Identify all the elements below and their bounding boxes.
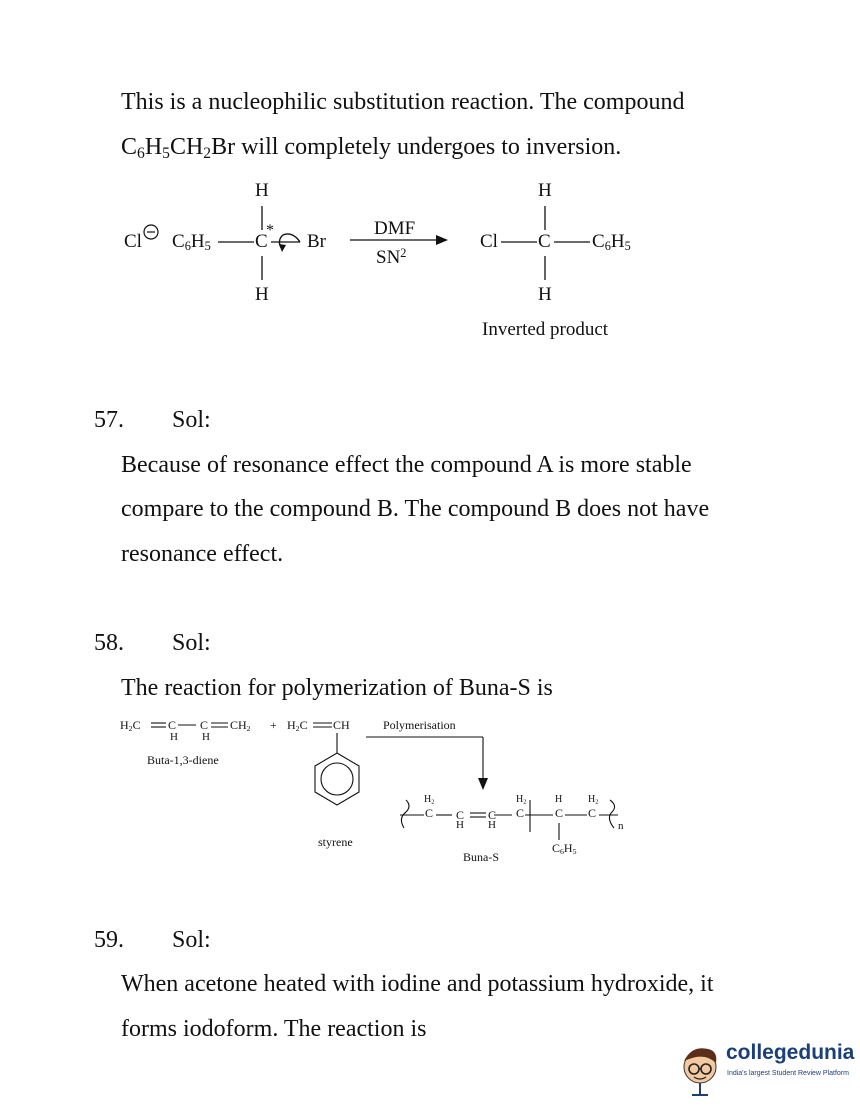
mascot-icon <box>678 1037 726 1097</box>
q57-line-3: resonance effect. <box>121 541 284 567</box>
butadiene-c2: C <box>200 718 209 732</box>
chiral-star: * <box>266 222 274 239</box>
polymer-h-c: H <box>555 794 563 805</box>
buna-s-label: Buna-S <box>463 850 499 864</box>
reactant-phenyl-group: $C_6H_5$ <box>172 231 211 254</box>
reactant-center-carbon: C <box>255 231 268 252</box>
logo-wordmark: collegedunia <box>726 1041 855 1064</box>
product-caption: Inverted product <box>482 319 609 340</box>
polymer-c-e: C <box>555 806 564 820</box>
product-h-bottom: H <box>538 284 552 305</box>
product-cl: Cl <box>480 231 498 252</box>
styrene-label: styrene <box>318 835 353 849</box>
q59-number: 59. <box>94 927 124 953</box>
butadiene-h-right: H <box>202 731 210 743</box>
polymer-h-a: H <box>456 819 464 831</box>
polymer-phenyl: $C_6H_5$ <box>552 841 577 856</box>
q58-sol-label: Sol: <box>172 630 211 656</box>
reactant-h-bottom: H <box>255 284 269 305</box>
butadiene-h2c: $H_2C$ <box>120 718 141 733</box>
intro-line-1: This is a nucleophilic substitution reaction. The compound <box>121 89 685 115</box>
collegedunia-logo <box>678 1033 854 1103</box>
styrene-h2c: $H_2C$ <box>287 718 308 733</box>
product-center-carbon: C <box>538 231 551 252</box>
plus-sign: + <box>270 718 277 732</box>
polymerisation-label: Polymerisation <box>383 718 456 732</box>
polymer-c-a: C <box>425 806 434 820</box>
q59-line-1: When acetone heated with iodine and potassium hydroxide, it <box>121 971 714 997</box>
reactant-h-top: H <box>255 180 269 201</box>
butadiene-c1: C <box>168 718 177 732</box>
q59-line-2: forms iodoform. The reaction is <box>121 1016 427 1042</box>
polymer-c-f: C <box>588 806 597 820</box>
product-h-top: H <box>538 180 552 201</box>
q57-line-2: compare to the compound B. The compound B does not have <box>121 496 710 522</box>
nucleophile-cl: Cl <box>124 231 142 252</box>
polymer-c-d: C <box>516 806 525 820</box>
polymer-n: n <box>618 820 624 832</box>
q57-number: 57. <box>94 407 124 433</box>
polymer-h2-a: $H_2$ <box>424 794 435 806</box>
formula-benzyl-bromide: $C_6H_5CH_2Br$ <box>121 134 236 162</box>
polymer-h2-b: $H_2$ <box>516 794 527 806</box>
polymer-c-b: C <box>456 808 465 822</box>
q57-line-1: Because of resonance effect the compound A is more stable <box>121 452 692 478</box>
intro-line-2-text: will completely undergoes to inversion. <box>235 134 622 160</box>
logo-tagline: India's largest Student Review Platform <box>727 1070 849 1077</box>
butadiene-ch2: $CH_2$ <box>230 718 251 733</box>
q59-sol-label: Sol: <box>172 927 211 953</box>
arrow-label-dmf: DMF <box>374 218 416 239</box>
q57-sol-label: Sol: <box>172 407 211 433</box>
polymer-h2-c: $H_2$ <box>588 794 599 806</box>
arrow-label-sn2: $SN^2$ <box>376 246 407 269</box>
butadiene-label: Buta-1,3-diene <box>147 753 219 767</box>
q58-line: The reaction for polymerization of Buna-S is <box>121 675 553 701</box>
q58-number: 58. <box>94 630 124 656</box>
polymer-c-c: C <box>488 808 497 822</box>
leaving-group-br: Br <box>307 231 326 252</box>
polymer-h-b: H <box>488 819 496 831</box>
styrene-ch: CH <box>333 718 350 732</box>
product-phenyl-group: $C_6H_5$ <box>592 231 631 254</box>
butadiene-h-left: H <box>170 731 178 743</box>
